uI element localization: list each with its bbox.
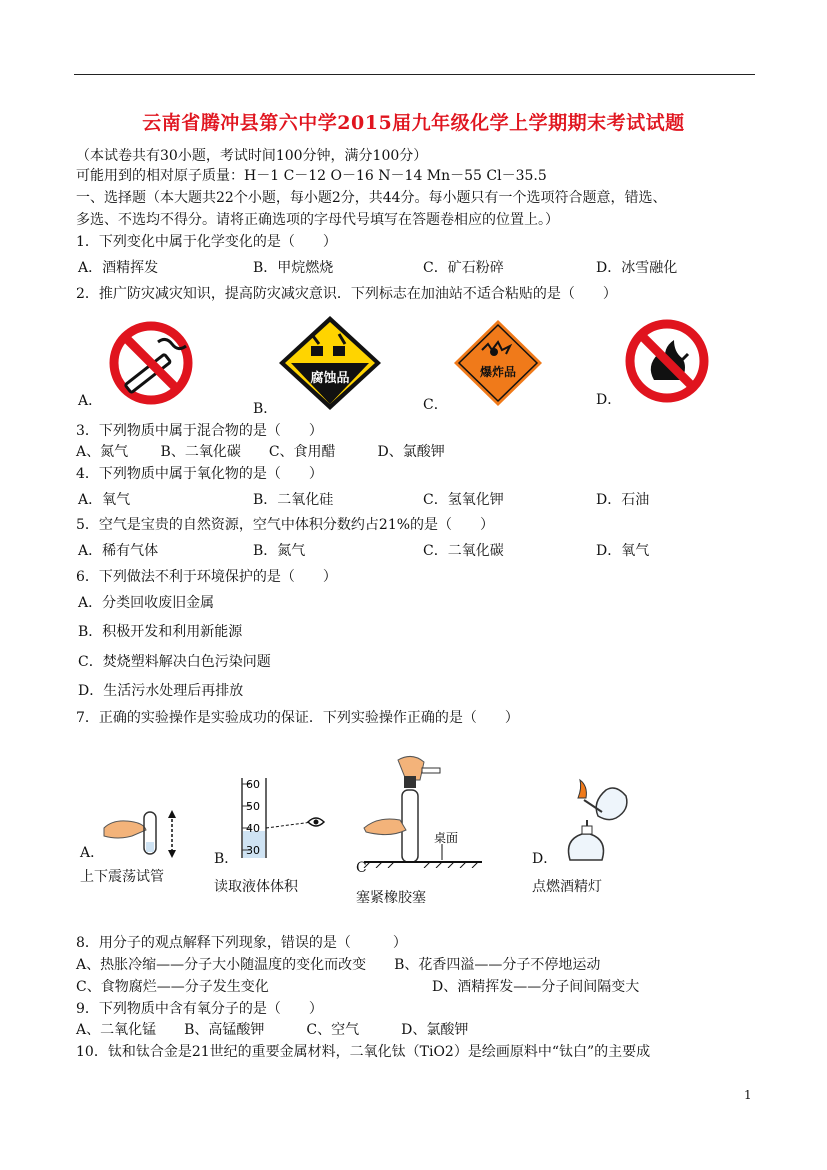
- q7-caption-d: 点燃酒精灯: [532, 879, 602, 895]
- q1-option-d: D．冰雪融化: [596, 260, 678, 276]
- q7-caption-a: 上下震荡试管: [80, 869, 164, 885]
- q7-label-a: A．: [80, 845, 105, 861]
- q2-label-b: B．: [253, 401, 278, 417]
- q4-stem: 4．下列物质中属于氧化物的是（ ）: [76, 466, 323, 482]
- section-instructions-2: 多选、不选均不得分。请将正确选项的字母代号填写在答题卷相应的位置上。）: [76, 212, 559, 228]
- alcohol-lamp-figure: [558, 776, 632, 864]
- exam-note: （本试卷共有30小题，考试时间100分钟，满分100分）: [76, 148, 428, 164]
- explosive-sign-icon: [452, 318, 544, 408]
- cylinder-tick-60: 60: [246, 778, 260, 791]
- q4-option-c: C．氢氧化钾: [423, 492, 504, 508]
- desk-label: 桌面: [434, 831, 459, 845]
- rubber-stopper-figure: [360, 754, 484, 868]
- q9-stem: 9．下列物质中含有氧分子的是（ ）: [76, 1001, 323, 1017]
- q1-option-b: B．甲烷燃烧: [253, 260, 334, 276]
- q7-stem: 7．正确的实验操作是实验成功的保证．下列实验操作正确的是（ ）: [76, 710, 519, 726]
- q5-option-c: C．二氧化碳: [423, 543, 504, 559]
- cylinder-tick-30: 30: [246, 844, 260, 857]
- q6-option-a: A．分类回收废旧金属: [78, 595, 215, 611]
- q10-stem: 10．钛和钛合金是21世纪的重要金属材料，二氧化钛（TiO2）是绘画原料中“钛白”的主要成: [76, 1044, 651, 1060]
- q5-stem: 5．空气是宝贵的自然资源，空气中体积分数约占21%的是（ ）: [76, 517, 495, 533]
- q1-option-c: C．矿石粉碎: [423, 260, 504, 276]
- q6-option-b: B．积极开发和利用新能源: [78, 624, 243, 640]
- q7-label-d: D．: [532, 851, 558, 867]
- corrosive-sign-label: 腐蚀品: [310, 371, 350, 386]
- q4-option-a: A．氧气: [78, 492, 131, 508]
- q8-options-row1: A、热胀冷缩——分子大小随温度的变化而改变 B、花香四溢——分子不停地运动: [76, 957, 601, 973]
- q5-option-b: B．氮气: [253, 543, 306, 559]
- q4-option-b: B．二氧化硅: [253, 492, 334, 508]
- q3-stem: 3．下列物质中属于混合物的是（ ）: [76, 423, 323, 439]
- q6-stem: 6．下列做法不利于环境保护的是（ ）: [76, 569, 337, 585]
- q2-label-c: C．: [423, 397, 448, 413]
- q5-option-a: A．稀有气体: [78, 543, 159, 559]
- no-fire-sign-icon: [624, 318, 710, 404]
- q7-caption-b: 读取液体体积: [214, 879, 298, 895]
- q7-caption-c: 塞紧橡胶塞: [356, 890, 426, 906]
- q5-option-d: D．氧气: [596, 543, 650, 559]
- q2-label-d: D．: [596, 392, 622, 408]
- q8-option-d: D、酒精挥发——分子间间隔变大: [432, 979, 640, 995]
- corrosive-sign-icon: [277, 314, 383, 412]
- q4-option-d: D．石油: [596, 492, 650, 508]
- cylinder-tick-40: 40: [246, 822, 260, 835]
- exam-title: 云南省腾冲县第六中学2015届九年级化学上学期期末考试试题: [142, 112, 685, 134]
- q8-stem: 8．用分子的观点解释下列现象，错误的是（ ）: [76, 935, 407, 951]
- cylinder-tick-50: 50: [246, 800, 260, 813]
- q2-stem: 2．推广防灾减灾知识，提高防灾减灾意识．下列标志在加油站不适合粘贴的是（ ）: [76, 286, 617, 302]
- q6-option-d: D．生活污水处理后再排放: [78, 683, 244, 699]
- graduated-cylinder-figure: [236, 776, 328, 860]
- q2-label-a: A．: [78, 393, 103, 409]
- q7-label-c: C: [356, 860, 367, 876]
- explosive-sign-label: 爆炸品: [479, 365, 517, 379]
- section-instructions-1: 一、选择题（本大题共22个小题，每小题2分，共44分。每小题只有一个选项符合题意，错选、: [76, 190, 667, 206]
- q7-label-b: B．: [214, 851, 239, 867]
- atomic-mass-line: 可能用到的相对原子质量：H－1 C－12 O－16 N－14 Mn－55 Cl－35.5: [76, 168, 547, 184]
- shaking-test-tube-figure: [98, 808, 188, 860]
- q1-option-a: A．酒精挥发: [78, 260, 159, 276]
- header-rule: [74, 74, 755, 75]
- q8-option-c: C、食物腐烂——分子发生变化: [76, 979, 269, 995]
- q3-options: A、氮气 B、二氧化碳 C、食用醋 D、氯酸钾: [76, 444, 445, 460]
- q9-options: A、二氧化锰 B、高锰酸钾 C、空气 D、氯酸钾: [76, 1022, 469, 1038]
- page-number: 1: [744, 1088, 752, 1102]
- q6-option-c: C．焚烧塑料解决白色污染问题: [78, 654, 271, 670]
- q1-stem: 1．下列变化中属于化学变化的是（ ）: [76, 234, 337, 250]
- no-smoking-sign-icon: [108, 320, 194, 406]
